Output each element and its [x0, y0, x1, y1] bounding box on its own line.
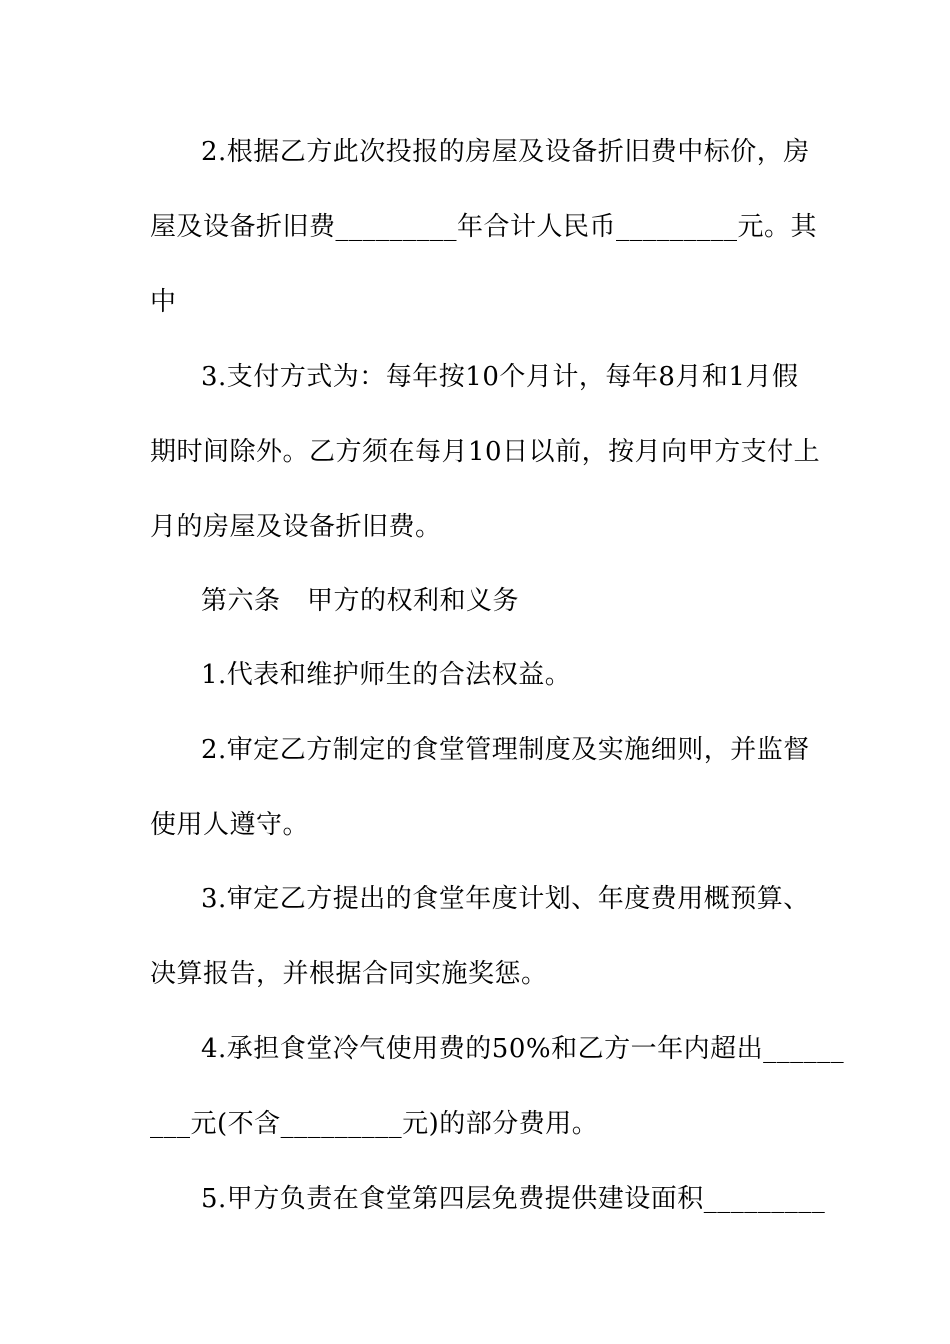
paragraph-line: 决算报告，并根据合同实施奖惩。 [150, 959, 548, 989]
paragraph-line: ___元(不含_________元)的部分费用。 [150, 1109, 599, 1139]
paragraph-line: 期时间除外。乙方须在每月10日以前，按月向甲方支付上 [150, 437, 821, 467]
paragraph-line: 月的房屋及设备折旧费。 [150, 512, 442, 542]
section-heading: 第六条 甲方的权利和义务 [201, 586, 520, 616]
paragraph-line: 4.承担食堂冷气使用费的50%和乙方一年内超出______ [201, 1034, 845, 1064]
paragraph-line: 3.审定乙方提出的食堂年度计划、年度费用概预算、 [201, 884, 810, 914]
paragraph-line: 3.支付方式为：每年按10个月计，每年8月和1月假 [201, 362, 799, 392]
paragraph-line: 中 [150, 287, 177, 317]
paragraph-line: 5.甲方负责在食堂第四层免费提供建设面积_________ [201, 1184, 826, 1214]
paragraph-line: 2.审定乙方制定的食堂管理制度及实施细则，并监督 [201, 735, 810, 765]
paragraph-line: 1.代表和维护师生的合法权益。 [201, 660, 572, 690]
paragraph-line: 屋及设备折旧费_________年合计人民币_________元。其 [150, 212, 818, 242]
paragraph-line: 使用人遵守。 [150, 810, 310, 840]
paragraph-line: 2.根据乙方此次投报的房屋及设备折旧费中标价，房 [201, 137, 810, 167]
